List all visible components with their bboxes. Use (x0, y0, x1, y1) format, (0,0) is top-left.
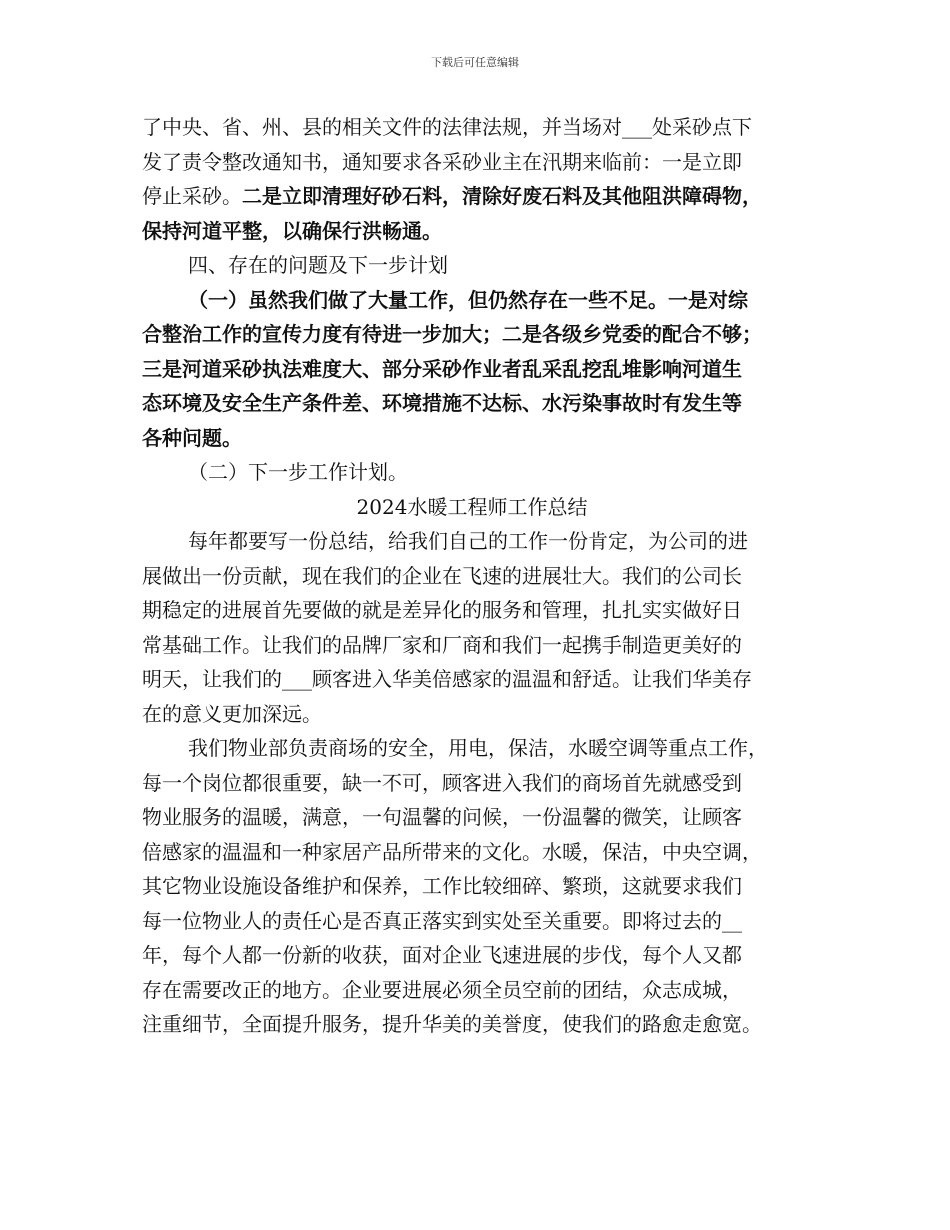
text-line: 三是河道采砂执法难度大、部分采砂作业者乱采乱挖乱堆影响河道生 (142, 356, 742, 381)
text-line: （一）虽然我们做了大量工作，但仍然存在一些不足。一是对综 (188, 287, 748, 312)
text-line: 保持河道平整，以确保行洪畅通。 (142, 218, 442, 243)
text-line: 物业服务的温暖，满意，一句温馨的问候，一份温馨的微笑，让顾客 (142, 805, 742, 829)
subsection-heading: （二）下一步工作计划。 (188, 460, 408, 484)
section-heading: 四、存在的问题及下一步计划 (188, 253, 448, 277)
text-line: 我们物业部负责商场的安全，用电，保洁，水暖空调等重点工作， (188, 736, 768, 760)
document-title: 2024水暖工程师工作总结 (356, 494, 588, 519)
page-header: 下载后可任意编辑 (431, 56, 519, 69)
text-line: 了中央、省、州、县的相关文件的法律法规，并当场对___处采砂点下 (142, 115, 752, 139)
bold-text-span: 二是立即清理好砂石料，清除好废石料及其他阻洪障碍物， (242, 184, 762, 208)
text-line: 态环境及安全生产条件差、环境措施不达标、水污染事故时有发生等 (142, 391, 742, 415)
text-line: 每年都要写一份总结，给我们自己的工作一份肯定，为公司的进 (188, 529, 748, 553)
text-line: 合整治工作的宣传力度有待进一步加大；二是各级乡党委的配合不够； (142, 322, 762, 346)
text-line: 每一个岗位都很重要，缺一不可，顾客进入我们的商场首先就感受到 (142, 770, 742, 795)
text-line: 年，每个人都一份新的收获，面对企业飞速进展的步伐，每个人又都 (142, 943, 742, 967)
text-line (142, 179, 822, 214)
document-body (142, 110, 822, 1042)
text-line: 存在需要改正的地方。企业要进展必须全员空前的团结，众志成城， (142, 977, 742, 1002)
text-line: 发了责令整改通知书，通知要求各采砂业主在汛期来临前：一是立即 (142, 149, 742, 174)
text-line: 明天，让我们的___顾客进入华美倍感家的温温和舒适。让我们华美存 (142, 667, 752, 691)
text-line: 展做出一份贡献，现在我们的企业在飞速的进展壮大。我们的公司长 (142, 563, 742, 588)
text-line: 注重细节，全面提升服务，提升华美的美誉度，使我们的路愈走愈宽。 (142, 1012, 762, 1036)
text-line: 期稳定的进展首先要做的就是差异化的服务和管理，扎扎实实做好日 (142, 598, 742, 622)
text-line: 每一位物业人的责任心是否真正落实到实处至关重要。即将过去的__ (142, 908, 742, 933)
text-line: 各种问题。 (142, 425, 242, 450)
text-span: 停止采砂。 (142, 184, 242, 208)
text-line: 其它物业设施设备维护和保养，工作比较细碎、繁琐，这就要求我们 (142, 874, 742, 898)
text-line: 倍感家的温温和一种家居产品所带来的文化。水暖，保洁，中央空调， (142, 839, 762, 864)
text-line: 在的意义更加深远。 (142, 701, 322, 726)
text-line: 常基础工作。让我们的品牌厂家和厂商和我们一起携手制造更美好的 (142, 632, 742, 657)
